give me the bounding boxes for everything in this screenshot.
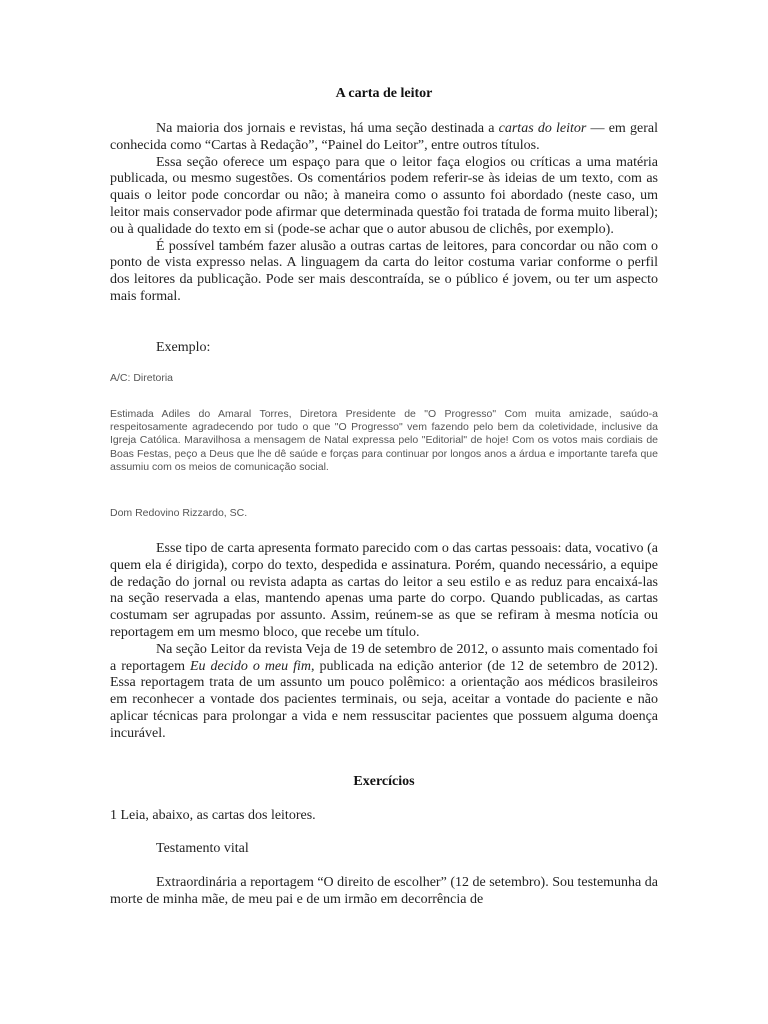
intro-paragraph-1: [110, 121, 658, 155]
intro-section: [110, 121, 658, 306]
exercise-1-instruction: 1 Leia, abaixo, as cartas dos leitores.: [110, 808, 316, 823]
format-section: [110, 541, 658, 743]
document-title: A carta de leitor: [335, 86, 433, 101]
example-signature: Dom Redovino Rizzardo, SC.: [110, 507, 248, 519]
intro-paragraph-2: Essa seção oferece um espaço para que o leitor faça elogios ou críticas a uma matéria publicada, ou mesmo sugestões. Os comentários podem referir-se às ideias de um texto, com as quais o leitor pode concordar ou não; à maneira como o assunto foi abordado (neste caso, um leitor mais conservador pode afirmar que determinada questão foi tratada de forma muito liberal); ou à qualidade do texto em si (pode-se achar que o autor abusou de clichês, por exemplo).: [110, 154, 658, 237]
letter-body: Extraordinária a reportagem “O direito de escolher” (12 de setembro). Sou testemunha da morte de minha mãe, de meu pai e de um irmão em decorrência de: [110, 875, 658, 907]
format-p2-text-end: , publicada na edição anterior (de 12 de setembro de 2012). Essa reportagem trata de um assunto um pouco polêmico: a orientação aos médicos brasileiros em reconhecer a vontade dos pacientes terminais, ou seja, aceitar a vontade do paciente e não aplicar técnicas para prolongar a vida e nem ressuscitar pacientes que possuem alguma doença incurável.: [110, 658, 658, 741]
exercises-heading: Exercícios: [353, 774, 415, 789]
example-letter: [110, 408, 658, 474]
intro-p1-text-end: — em geral conhecida como “Cartas à Redação”, “Painel do Leitor”, entre outros títulos.: [110, 121, 658, 153]
intro-p1-text: Na maioria dos jornais e revistas, há uma seção destinada a: [156, 121, 499, 136]
letter-title: Testamento vital: [156, 841, 249, 856]
format-paragraph-2: [110, 642, 658, 743]
format-p2-text: Na seção Leitor da revista Veja de 19 de setembro de 2012, o assunto mais comentado foi a reportagem: [110, 641, 658, 674]
letter-section: [110, 875, 658, 909]
format-paragraph-1: Esse tipo de carta apresenta formato parecido com o das cartas pessoais: data, vocativo (a quem ela é dirigida), corpo do texto, despedida e assinatura. Porém, quando necessário, a equipe de redação do jornal ou revista adapta as cartas do leitor a seu estilo e as reduz para encaixá-las na seção reservada a elas, mantendo apenas uma parte do corpo. Quando publicadas, as cartas costumam ser agrupadas por assunto. Assim, reúnem-se as que se refiram à mesma notícia ou reportagem em um mesmo bloco, que recebe um título.: [110, 541, 658, 640]
example-letter-body: Estimada Adiles do Amaral Torres, Diretora Presidente de "O Progresso" Com muita amizade, saúdo-a respeitosamente agradecendo por tudo o que "O Progresso" vem fazendo pelo bem da coletividade, inclusive da Igreja Católica. Maravilhosa a mensagem de Natal expressa pelo "Editorial" de hoje! Com os votos mais cordiais de Boas Festas, peço a Deus que lhe dê saúde e forças para continuar por longos anos a árdua e importante tarefa que assumiu com os meios de comunicação social.: [110, 408, 658, 473]
example-recipient: A/C: Diretoria: [110, 372, 174, 384]
intro-paragraph-3: É possível também fazer alusão a outras cartas de leitores, para concordar ou não com o ponto de vista expresso nelas. A linguagem da carta do leitor costuma variar conforme o perfil dos leitores da publicação. Pode ser mais descontraída, se o público é jovem, ou ter um aspecto mais formal.: [110, 238, 658, 304]
intro-p1-emphasis: cartas do leitor: [498, 121, 587, 136]
example-label: Exemplo:: [156, 340, 211, 355]
format-p2-emphasis: Eu decido o meu fim: [189, 658, 312, 674]
